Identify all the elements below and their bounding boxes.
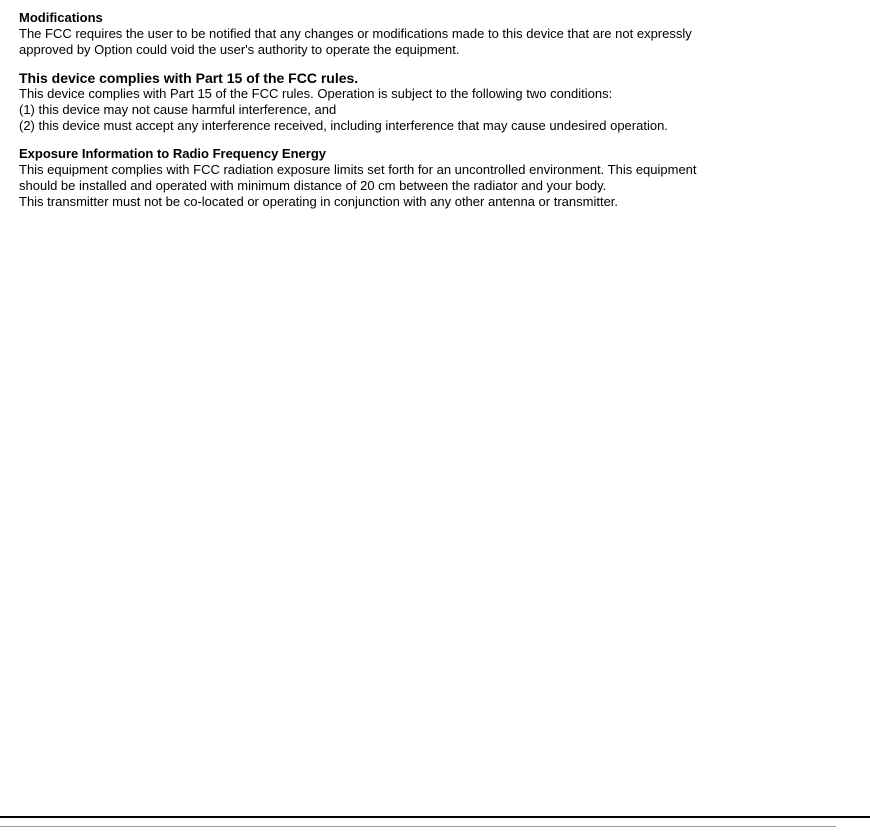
paragraph-line: This transmitter must not be co-located or operating in conjunction with any other antenna or transmitter.	[19, 194, 619, 209]
footer-divider	[0, 816, 870, 818]
paragraph-line: approved by Option could void the user's authority to operate the equipment.	[19, 42, 460, 57]
paragraph-line: This device complies with Part 15 of the FCC rules. Operation is subject to the following two conditions:	[19, 86, 613, 101]
section-heading: Modifications	[19, 10, 103, 25]
paragraph-line: should be installed and operated with minimum distance of 20 cm between the radiator and your body.	[19, 178, 607, 193]
paragraph-line: This equipment complies with FCC radiation exposure limits set forth for an uncontrolled environment. This equipment	[19, 162, 697, 177]
condition-line: (1) this device may not cause harmful interference, and	[19, 102, 337, 117]
section-heading: Exposure Information to Radio Frequency Energy	[19, 146, 326, 161]
paragraph-line: The FCC requires the user to be notified that any changes or modifications made to this device that are not expressly	[19, 26, 692, 41]
condition-line: (2) this device must accept any interference received, including interference that may cause undesired operation.	[19, 118, 668, 133]
footer-divider-faint	[0, 826, 836, 827]
document-body	[19, 10, 859, 222]
modifications-section	[19, 10, 859, 58]
section-heading: This device complies with Part 15 of the FCC rules.	[19, 70, 359, 86]
rf-exposure-section	[19, 146, 859, 210]
fcc-part15-section	[19, 70, 859, 134]
